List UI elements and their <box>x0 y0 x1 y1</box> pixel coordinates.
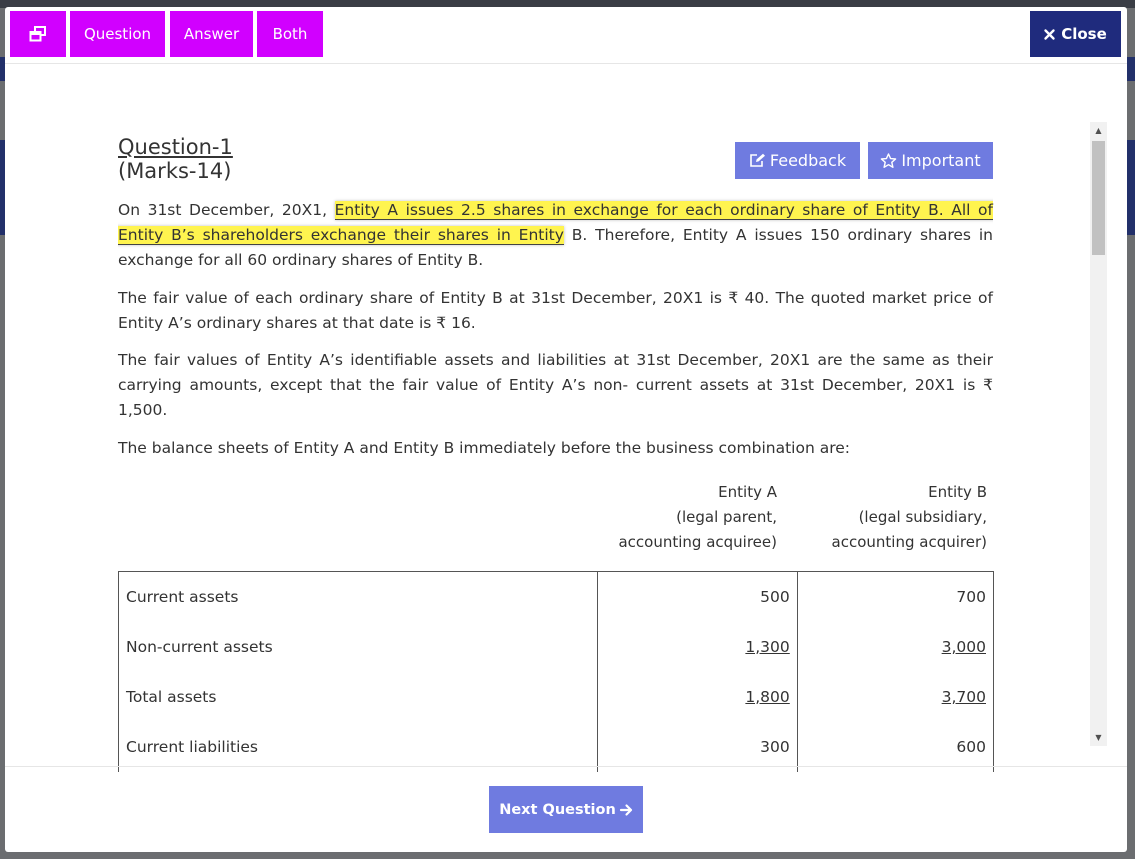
modal-header <box>5 7 1127 64</box>
next-question-label: Next Question <box>499 801 616 818</box>
entity-b-value: 600 <box>797 722 993 772</box>
entity-a-value <box>597 622 797 672</box>
background-band-right <box>1127 57 1135 81</box>
row-label: Current liabilities <box>119 722 598 772</box>
entity-a-value-text: 1,300 <box>745 637 790 656</box>
modal-body-scroll-area[interactable] <box>5 122 1090 756</box>
entity-a-value-text: 1,800 <box>745 687 790 706</box>
table-row <box>119 672 994 722</box>
background-band-right-2 <box>1127 140 1135 235</box>
scrollbar-thumb[interactable] <box>1092 141 1105 255</box>
column-header-entity-b <box>795 480 987 555</box>
scroll-down-arrow-icon[interactable]: ▼ <box>1095 733 1102 742</box>
question-marks: (Marks-14) <box>118 159 232 183</box>
important-button[interactable] <box>868 142 993 179</box>
row-label: Current assets <box>119 572 598 622</box>
column-b-line-3: accounting acquirer) <box>831 533 987 551</box>
table-row <box>119 622 994 672</box>
column-a-line-1: Entity A <box>718 483 777 501</box>
answer-tab-button[interactable]: Answer <box>170 11 253 57</box>
column-b-line-1: Entity B <box>928 483 987 501</box>
vertical-scrollbar[interactable] <box>1090 122 1107 746</box>
feedback-button[interactable] <box>735 142 860 179</box>
close-button[interactable] <box>1030 11 1121 57</box>
question-title: Question-1 <box>118 135 233 159</box>
balance-sheet-table <box>118 571 994 772</box>
column-header-entity-a <box>597 480 777 555</box>
feedback-label: Feedback <box>769 151 847 170</box>
modal-footer <box>5 766 1127 852</box>
column-b-line-2: (legal subsidiary, <box>858 508 987 526</box>
question-heading <box>118 135 233 183</box>
highlighted-text: Entity A issues 2.5 shares in exchange for each ordinary share of Entity B. All of Entity B’s shareholders exchange their shares in Entity <box>118 201 993 244</box>
paragraph-1-start: On 31st December, 20X1, <box>118 201 335 219</box>
row-label: Total assets <box>119 672 598 722</box>
entity-a-value <box>597 672 797 722</box>
row-label: Non-current assets <box>119 622 598 672</box>
next-question-button[interactable] <box>489 786 643 833</box>
question-paragraph-1 <box>118 198 993 273</box>
entity-a-value: 300 <box>597 722 797 772</box>
column-a-line-3: accounting acquiree) <box>618 533 777 551</box>
arrow-right-icon <box>620 804 633 816</box>
question-modal <box>5 7 1127 852</box>
star-outline-icon <box>880 153 897 169</box>
paragraph-1-end: B. Therefore, Entity A issues 150 ordinary shares in exchange for all 60 ordinary shares of Entity B. <box>118 226 993 269</box>
entity-b-value <box>797 622 993 672</box>
times-icon <box>1044 29 1055 40</box>
entity-a-value: 500 <box>597 572 797 622</box>
table-row <box>119 572 994 622</box>
edit-icon <box>749 153 766 168</box>
entity-b-value-text: 3,000 <box>941 637 986 656</box>
close-label: Close <box>1061 25 1107 43</box>
scroll-up-arrow-icon[interactable]: ▲ <box>1095 126 1102 135</box>
entity-b-value-text: 3,700 <box>941 687 986 706</box>
both-tab-button[interactable]: Both <box>257 11 323 57</box>
entity-b-value <box>797 672 993 722</box>
question-paragraph-3: The fair values of Entity A’s identifiable assets and liabilities at 31st December, 20X1 are the same as their carrying amounts, except that the fair value of Entity A’s non- current assets at 31st December, 20X1 is ₹ 1,500. <box>118 351 993 419</box>
toggle-view-button[interactable] <box>10 11 66 57</box>
question-tab-button[interactable]: Question <box>70 11 165 57</box>
table-row <box>119 722 994 772</box>
important-label: Important <box>901 151 981 170</box>
window-restore-icon <box>29 26 47 42</box>
column-a-line-2: (legal parent, <box>676 508 777 526</box>
question-paragraph-2: The fair value of each ordinary share of Entity B at 31st December, 20X1 is ₹ 40. The quoted market price of Entity A’s ordinary shares at that date is ₹ 16. <box>118 289 993 332</box>
question-paragraph-4: The balance sheets of Entity A and Entity B immediately before the business combination are: <box>118 439 850 457</box>
entity-b-value: 700 <box>797 572 993 622</box>
